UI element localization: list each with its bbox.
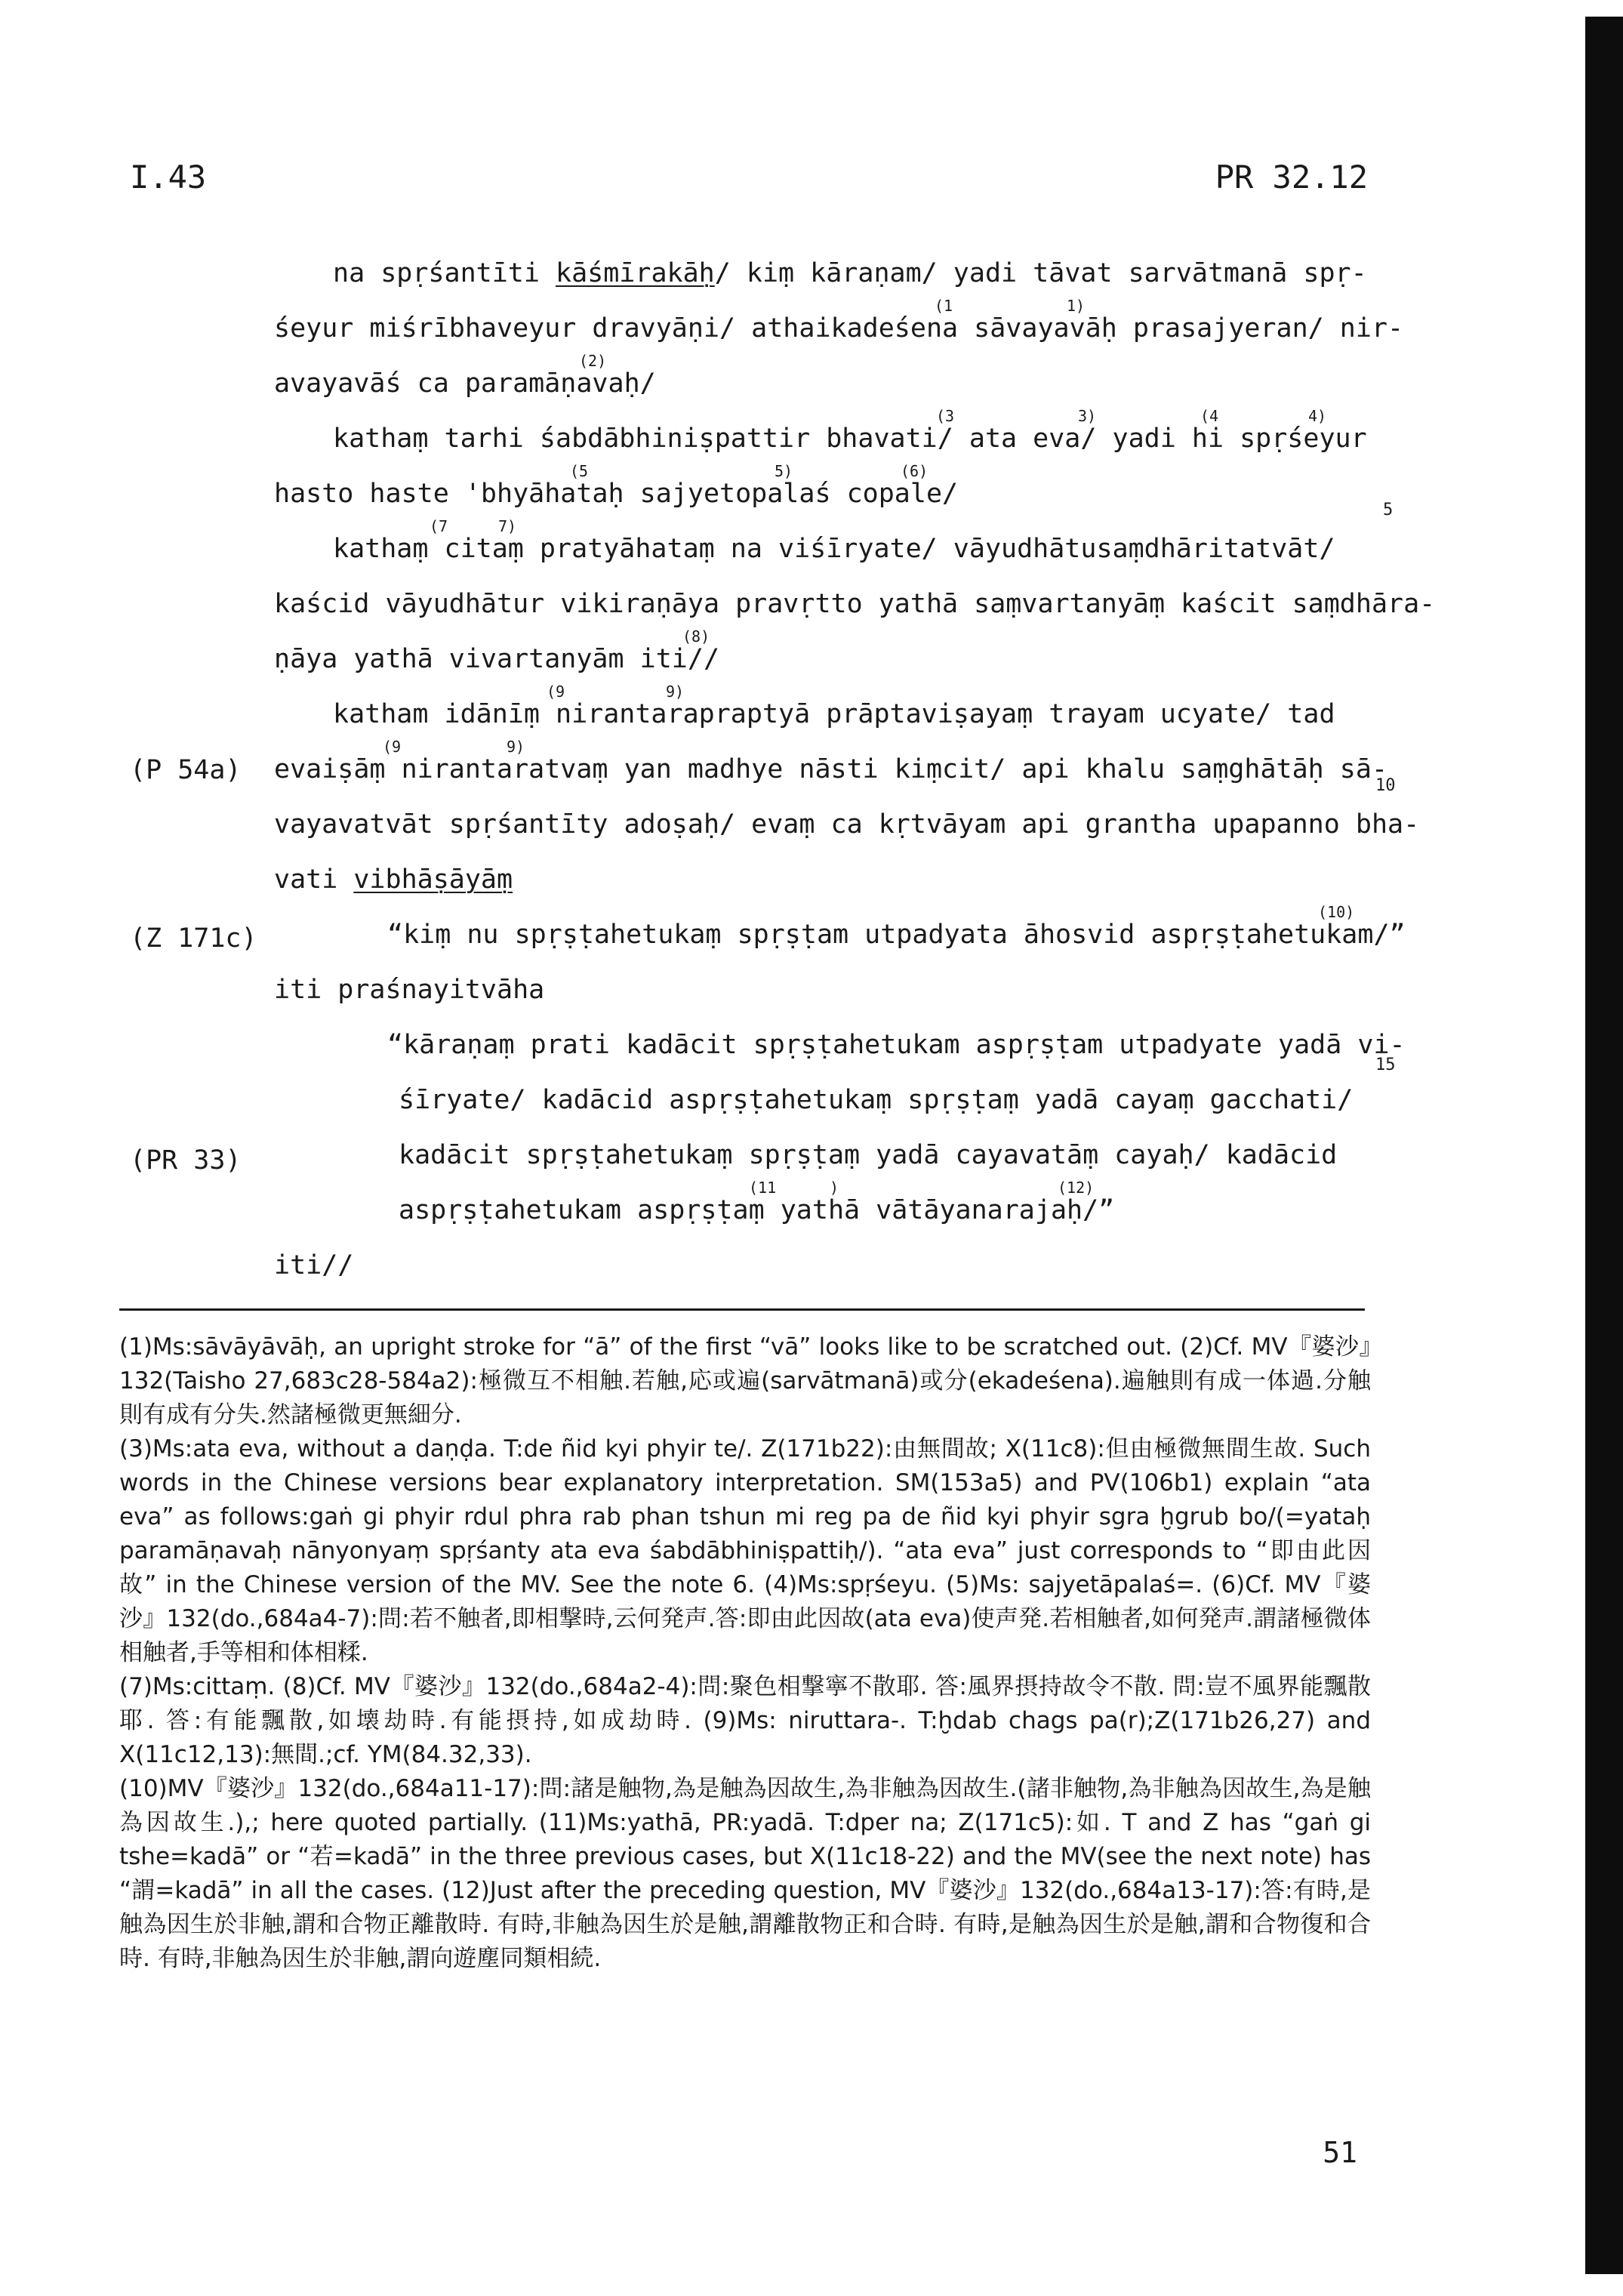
text-line: (8) ṇāya yathā vivartanyām iti// xyxy=(274,627,720,674)
text-line: (10) “kiṃ nu spṛṣṭahetukaṃ spṛṣṭam utpadyata āhosvid aspṛṣṭahetukam/” xyxy=(387,903,1406,950)
text-line: vayavatvāt spṛśantīty adoṣaḥ/ evaṃ ca kṛtvāyam api grantha upapanno bha- xyxy=(274,809,1420,840)
underlined-term: kāśmīrakāḥ xyxy=(556,258,715,288)
footnote-mark: (12) xyxy=(1058,1179,1095,1197)
text-line: iti praśnayitvāha xyxy=(274,975,545,1005)
footnote-mark: (5 xyxy=(570,462,589,480)
section-ref: I.43 xyxy=(130,159,207,196)
footnote-divider xyxy=(119,1308,1365,1311)
text-line: (3 3) (4 4) kathaṃ tarhi śabdābhiniṣpattir bhavati/ ata eva/ yadi hi spṛśeyur xyxy=(333,407,1367,454)
footnote-mark: (7 xyxy=(430,517,448,535)
footnote-mark: 5) xyxy=(775,462,793,480)
footnote-mark: 7) xyxy=(498,517,517,535)
footnote-mark: (10) xyxy=(1318,903,1355,921)
text-line: (5 5) (6) hasto haste 'bhyāhataḥ sajyetopalaś copale/ xyxy=(274,462,959,509)
margin-ref-pr33: (PR 33) xyxy=(130,1145,242,1176)
text-line: (2) avayavāś ca paramāṇavaḥ/ xyxy=(274,352,656,399)
footnote-mark: (4 xyxy=(1200,407,1219,425)
footnote-mark: 1) xyxy=(1067,297,1086,315)
footnote-mark: (9 xyxy=(547,683,565,701)
text-line: iti// xyxy=(274,1250,354,1281)
footnotes xyxy=(119,1330,1371,1976)
text-line: (9 9) evaiṣāṃ nirantaratvaṃ yan madhye nāsti kiṃcit/ api khalu saṃghātāḥ sā- xyxy=(274,738,1388,784)
footnote-mark: (9 xyxy=(383,738,402,756)
footnote-paragraph: (1)Ms:sāvāyāvāḥ, an upright stroke for “ā” of the first “vā” looks like to be scratched out. (2)Cf. MV『婆沙』132(Taisho 27,683c28-584a2):極微互不相触.若触,応或遍(sarvātmanā)或分(ekadeśena).遍触則有成一体過.分触則有成有分失.然諸極微更無細分. xyxy=(119,1333,1371,1428)
text-line: “kāraṇaṃ prati kadācit spṛṣṭahetukam aspṛṣṭam utpadyate yadā vi- xyxy=(387,1030,1406,1060)
footnote-paragraph: (10)MV『婆沙』132(do.,684a11-17):問:諸是触物,為是触為因故生,為非触為因故生.(諸非触物,為非触為因故生,為是触為因故生.),; here quoted partially. (11)Ms:yathā, PR:yadā. T:dper na; Z(171c5):如. T and Z has “gaṅ gi tshe=kadā” or “若=kadā” in the three previous cases, but X(11c18-22) and the MV(see the next note) has “謂=kadā” in all the cases. (12)Just after the preceding question, MV『婆沙』132(do.,684a13-17):答:有時,是触為因生於非触,謂和合物正離散時. 有時,非触為因生於是触,謂離散物正和合時. 有時,是触為因生於是触,謂和合物復和合時. 有時,非触為因生於非触,謂向遊塵同類相続. xyxy=(119,1775,1371,1972)
footnote-mark: 4) xyxy=(1308,407,1327,425)
footnote-mark: (3 xyxy=(936,407,955,425)
margin-ref-z171c: (Z 171c) xyxy=(130,923,257,954)
line-number-15: 15 xyxy=(1375,1056,1396,1074)
footnote-paragraph: (7)Ms:cittaṃ. (8)Cf. MV『婆沙』132(do.,684a2-4):問:聚色相撃寧不散耶. 答:風界摂持故令不散. 問:豈不風界能飄散耶. 答:有能飄散,如壊劫時.有能摂持,如成劫時. (9)Ms: niruttara-. T:ḫdab chags pa(r);Z(171b26,27) and X(11c12,13):無間.;cf. YM(84.32,33). xyxy=(119,1673,1371,1768)
text-line: (11 ) (12) aspṛṣṭahetukam aspṛṣṭaṃ yathā vātāyanarajaḥ/” xyxy=(399,1179,1115,1225)
text-line: kaścid vāyudhātur vikiraṇāya pravṛtto yathā saṃvartanyāṃ kaścit saṃdhāra- xyxy=(274,589,1436,619)
footnote-paragraph: (3)Ms:ata eva, without a daṇḍa. T:de ñid kyi phyir te/. Z(171b22):由無間故; X(11c8):但由極微無間生故. Such words in the Chinese versions bear explanatory interpretation. SM(153a5) and PV(106b1) explain “ata eva” as follows:gaṅ gi phyir rdul phra rab phan tshun mi reg pa de ñid kyi phyir sgra ḫgrub bo/(=yataḥ paramāṇavaḥ nānyonyaṃ spṛśanty ata eva śabdābhiniṣpattiḥ/). “ata eva” just corresponds to “即由此因故” in the Chinese version of the MV. See the note 6. (4)Ms:spṛśeyu. (5)Ms: sajyetāpalaś=. (6)Cf. MV『婆沙』132(do.,684a4-7):問:若不触者,即相撃時,云何発声.答:即由此因故(ata eva)使声発.若相触者,如何発声.謂諸極微体相触者,手等相和体相糅. xyxy=(119,1435,1371,1666)
footnote-mark: (2) xyxy=(579,352,607,370)
footnote-mark: 3) xyxy=(1078,407,1097,425)
footnote-mark: (8) xyxy=(682,627,710,646)
text-line: kadācit spṛṣṭahetukaṃ spṛṣṭaṃ yadā cayavatāṃ cayaḥ/ kadācid xyxy=(399,1140,1338,1170)
footnote-mark: 9) xyxy=(666,683,685,701)
footnote-mark: 9) xyxy=(507,738,525,756)
margin-ref-p54a: (P 54a) xyxy=(130,755,242,785)
line-number-5: 5 xyxy=(1383,501,1394,519)
text-line: vati vibhāṣāyāṃ xyxy=(274,864,513,895)
text-line: (1 1) śeyur miśrībhaveyur dravyāṇi/ athaikadeśena sāvayavāḥ prasajyeran/ nir- xyxy=(274,297,1404,344)
source-page-ref: PR 32.12 xyxy=(1215,159,1368,196)
underlined-term: vibhāṣāyāṃ xyxy=(353,864,513,895)
footnote-mark: (1 xyxy=(935,297,953,315)
footnote-mark: (6) xyxy=(901,462,929,480)
text-line: śīryate/ kadācid aspṛṣṭahetukaṃ spṛṣṭaṃ yadā cayaṃ gacchati/ xyxy=(399,1085,1354,1115)
text-line: na spṛśantīti kāśmīrakāḥ/ kiṃ kāraṇam/ yadi tāvat sarvātmanā spṛ- xyxy=(333,258,1367,288)
footnote-mark: (11 xyxy=(749,1179,777,1197)
page-number: 51 xyxy=(1323,2136,1357,2169)
text-line: (7 7) kathaṃ citaṃ pratyāhataṃ na viśīryate/ vāyudhātusaṃdhāritatvāt/ xyxy=(333,517,1335,564)
scan-edge-bar xyxy=(1585,17,1623,2274)
footnote-mark: ) xyxy=(830,1179,839,1197)
line-number-10: 10 xyxy=(1375,776,1396,795)
text-line: (9 9) katham idānīṃ nirantarapraptyā prāptaviṣayaṃ trayam ucyate/ tad xyxy=(333,683,1335,729)
